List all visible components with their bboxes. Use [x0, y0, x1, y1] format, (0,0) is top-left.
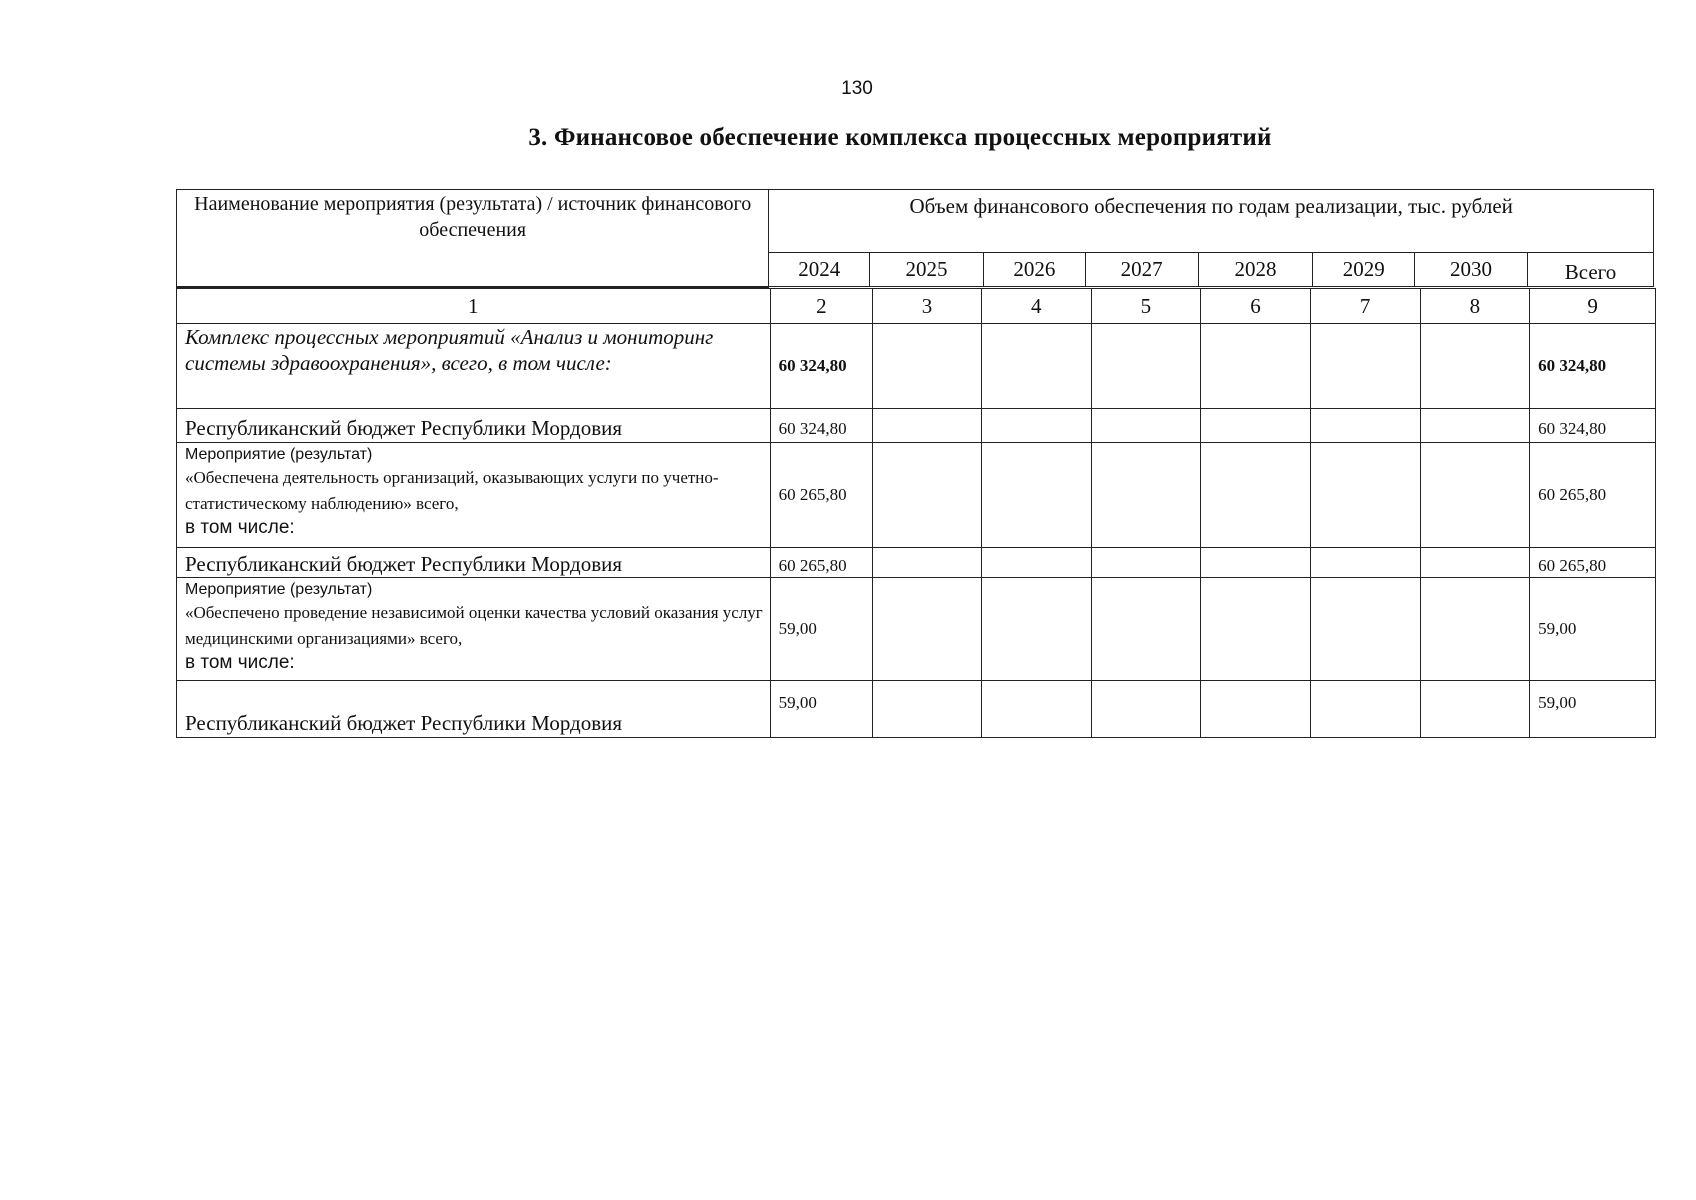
- value-total: 60 265,80: [1530, 548, 1656, 578]
- value-2027: [1091, 443, 1201, 548]
- value-2028: [1201, 324, 1311, 409]
- header-total: Всего: [1527, 253, 1653, 287]
- value-2030: [1420, 681, 1530, 738]
- index-cell: 3: [873, 289, 982, 324]
- value-2029: [1310, 443, 1420, 548]
- value-2024: 59,00: [770, 681, 873, 738]
- header-year-2025: 2025: [870, 253, 984, 287]
- value-2030: [1420, 324, 1530, 409]
- table-row: [177, 409, 1656, 443]
- index-cell: 5: [1091, 289, 1201, 324]
- header-name-column: Наименование мероприятия (результата) / источник финансового обеспечения: [177, 190, 769, 287]
- value-2026: [981, 681, 1091, 738]
- value-total: 59,00: [1530, 681, 1656, 738]
- event-tail: в том числе:: [185, 517, 295, 538]
- row-name: Республиканский бюджет Республики Мордовия: [177, 548, 771, 578]
- header-year-2030: 2030: [1415, 253, 1528, 287]
- row-name: Республиканский бюджет Республики Мордовия: [177, 409, 771, 443]
- header-year-2026: 2026: [983, 253, 1085, 287]
- index-cell: 4: [981, 289, 1091, 324]
- value-total: 60 324,80: [1530, 409, 1656, 443]
- index-cell: 6: [1201, 289, 1311, 324]
- value-2024: 59,00: [770, 578, 873, 681]
- value-2025: [873, 409, 982, 443]
- value-2027: [1091, 548, 1201, 578]
- value-2030: [1420, 443, 1530, 548]
- index-cell: 9: [1530, 289, 1656, 324]
- value-2024: 60 324,80: [770, 324, 873, 409]
- value-2025: [873, 443, 982, 548]
- value-2026: [981, 548, 1091, 578]
- event-description: «Обеспечено проведение независимой оценки качества условий оказания услуг медицинскими организациями» всего,: [185, 603, 763, 648]
- table-row: [177, 681, 1656, 738]
- value-2029: [1310, 681, 1420, 738]
- value-2030: [1420, 548, 1530, 578]
- value-2028: [1201, 681, 1311, 738]
- value-2025: [873, 548, 982, 578]
- value-2024: 60 265,80: [770, 443, 873, 548]
- row-name: Республиканский бюджет Республики Мордовия: [177, 681, 771, 738]
- value-2028: [1201, 443, 1311, 548]
- value-total: 60 324,80: [1530, 324, 1656, 409]
- section-title: 3. Финансовое обеспечение комплекса процессных мероприятий: [528, 124, 1272, 151]
- row-name: [177, 443, 771, 548]
- value-2026: [981, 578, 1091, 681]
- value-2027: [1091, 681, 1201, 738]
- index-row: [177, 289, 1656, 324]
- value-2030: [1420, 578, 1530, 681]
- event-label: Мероприятие (результат): [185, 581, 373, 598]
- event-label: Мероприятие (результат): [185, 446, 373, 463]
- value-2026: [981, 409, 1091, 443]
- value-2024: 60 324,80: [770, 409, 873, 443]
- header-year-2029: 2029: [1313, 253, 1415, 287]
- header-year-2024: 2024: [769, 253, 870, 287]
- value-2028: [1201, 578, 1311, 681]
- value-2024: 60 265,80: [770, 548, 873, 578]
- row-name: Комплекс процессных мероприятий «Анализ и мониторинг системы здравоохранения», всего, в том числе:: [177, 324, 771, 409]
- event-tail: в том числе:: [185, 652, 295, 673]
- row-name: [177, 578, 771, 681]
- value-2030: [1420, 409, 1530, 443]
- value-2029: [1310, 548, 1420, 578]
- value-2027: [1091, 578, 1201, 681]
- header-table: [176, 189, 1654, 288]
- financing-table: [176, 288, 1656, 738]
- header-year-2027: 2027: [1085, 253, 1198, 287]
- header-volume-column: Объем финансового обеспечения по годам реализации, тыс. рублей: [769, 190, 1654, 253]
- header-year-2028: 2028: [1198, 253, 1313, 287]
- value-total: 59,00: [1530, 578, 1656, 681]
- page-number: 130: [841, 78, 873, 99]
- value-2029: [1310, 578, 1420, 681]
- value-2028: [1201, 409, 1311, 443]
- index-cell: 7: [1310, 289, 1420, 324]
- value-2027: [1091, 409, 1201, 443]
- index-cell: 2: [770, 289, 873, 324]
- table-row: [177, 443, 1656, 548]
- table-row: [177, 324, 1656, 409]
- value-2028: [1201, 548, 1311, 578]
- event-description: «Обеспечена деятельность организаций, оказывающих услуги по учетно-статистическому наблюдению» всего,: [185, 468, 719, 513]
- value-2029: [1310, 324, 1420, 409]
- value-2027: [1091, 324, 1201, 409]
- value-2029: [1310, 409, 1420, 443]
- index-cell: 1: [177, 289, 771, 324]
- value-total: 60 265,80: [1530, 443, 1656, 548]
- value-2026: [981, 443, 1091, 548]
- value-2026: [981, 324, 1091, 409]
- table-row: [177, 548, 1656, 578]
- value-2025: [873, 324, 982, 409]
- value-2025: [873, 681, 982, 738]
- value-2025: [873, 578, 982, 681]
- table-row: [177, 578, 1656, 681]
- index-cell: 8: [1420, 289, 1530, 324]
